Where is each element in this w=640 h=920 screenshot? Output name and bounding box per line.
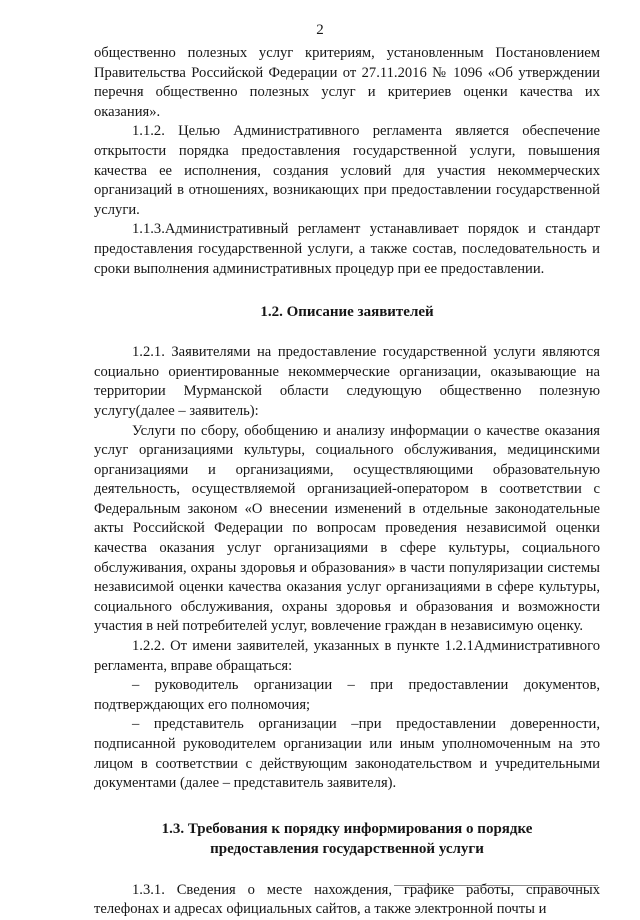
bottom-rule [394, 885, 598, 886]
document-body [94, 44, 600, 920]
list-item-representative: – представитель организации –при предоставлении доверенности, подписанной руководителем организации или иным уполномоченным на это лицом в соответствии с действующим законодательством и учредительными документами (далее – представитель заявителя). [94, 716, 600, 792]
heading-1-3-line2: предоставления государственной услуги [210, 840, 484, 857]
paragraph-intro: общественно полезных услуг критериям, установленным Постановлением Правительства Российской Федерации от 27.11.2016 № 1096 «Об утверждении перечня общественно полезных услуг и критериев оценки качества их оказания». [94, 45, 600, 120]
heading-1-3-line1: 1.3. Требования к порядку информирования о порядке [161, 820, 533, 837]
paragraph-1-2-2: 1.2.2. От имени заявителей, указанных в пункте 1.2.1Административного регламента, вправе обращаться: [94, 638, 600, 674]
heading-1-2: 1.2. Описание заявителей [260, 304, 434, 321]
page-number: 2 [316, 22, 324, 38]
paragraph-1-2-1: 1.2.1. Заявителями на предоставление государственной услуги являются социально ориентированные некоммерческие организации, оказывающие на территории Мурманской области следующую общественно полезную услугу(далее – заявитель): [94, 344, 600, 419]
list-item-head: – руководитель организации – при предоставлении документов, подтверждающих его полномочия; [94, 677, 600, 713]
paragraph-services: Услуги по сбору, обобщению и анализу информации о качестве оказания услуг организациями культуры, социального обслуживания, медицинскими организациями и организациями, осуществляющими образовательную деятельность, осуществляемой организацией-оператором в соответствии с Федеральным законом «О внесении изменений в отдельные законодательные акты Российской Федерации по вопросам проведения независимой оценки качества оказания услуг организациями в сфере культуры, социального обслуживания, охраны здоровья и образования» в части популяризации системы независимой оценки качества оказания услуг организациями в сфере культуры, социального обслуживания, охраны здоровья и образования и возможности участия в ней потребителей услуг, вовлечение граждан в независимую оценку. [94, 422, 600, 635]
paragraph-1-1-2: 1.1.2. Целью Административного регламента является обеспечение открытости порядка предоставления государственной услуги, повышения качества ее исполнения, создания условий для участия некоммерческих организаций в отношениях, возникающих при предоставлении государственной услуги. [94, 123, 600, 218]
paragraph-1-1-3: 1.1.3.Административный регламент устанавливает порядок и стандарт предоставления государственной услуги, а также состав, последовательность и сроки выполнения административных процедур при ее предоставлении. [94, 221, 600, 277]
heading-1-3 [94, 819, 600, 859]
paragraph-1-3-1: 1.3.1. Сведения о месте нахождения, графике работы, справочных телефонах и адресах официальных сайтов, а также электронной почты и [94, 881, 600, 918]
